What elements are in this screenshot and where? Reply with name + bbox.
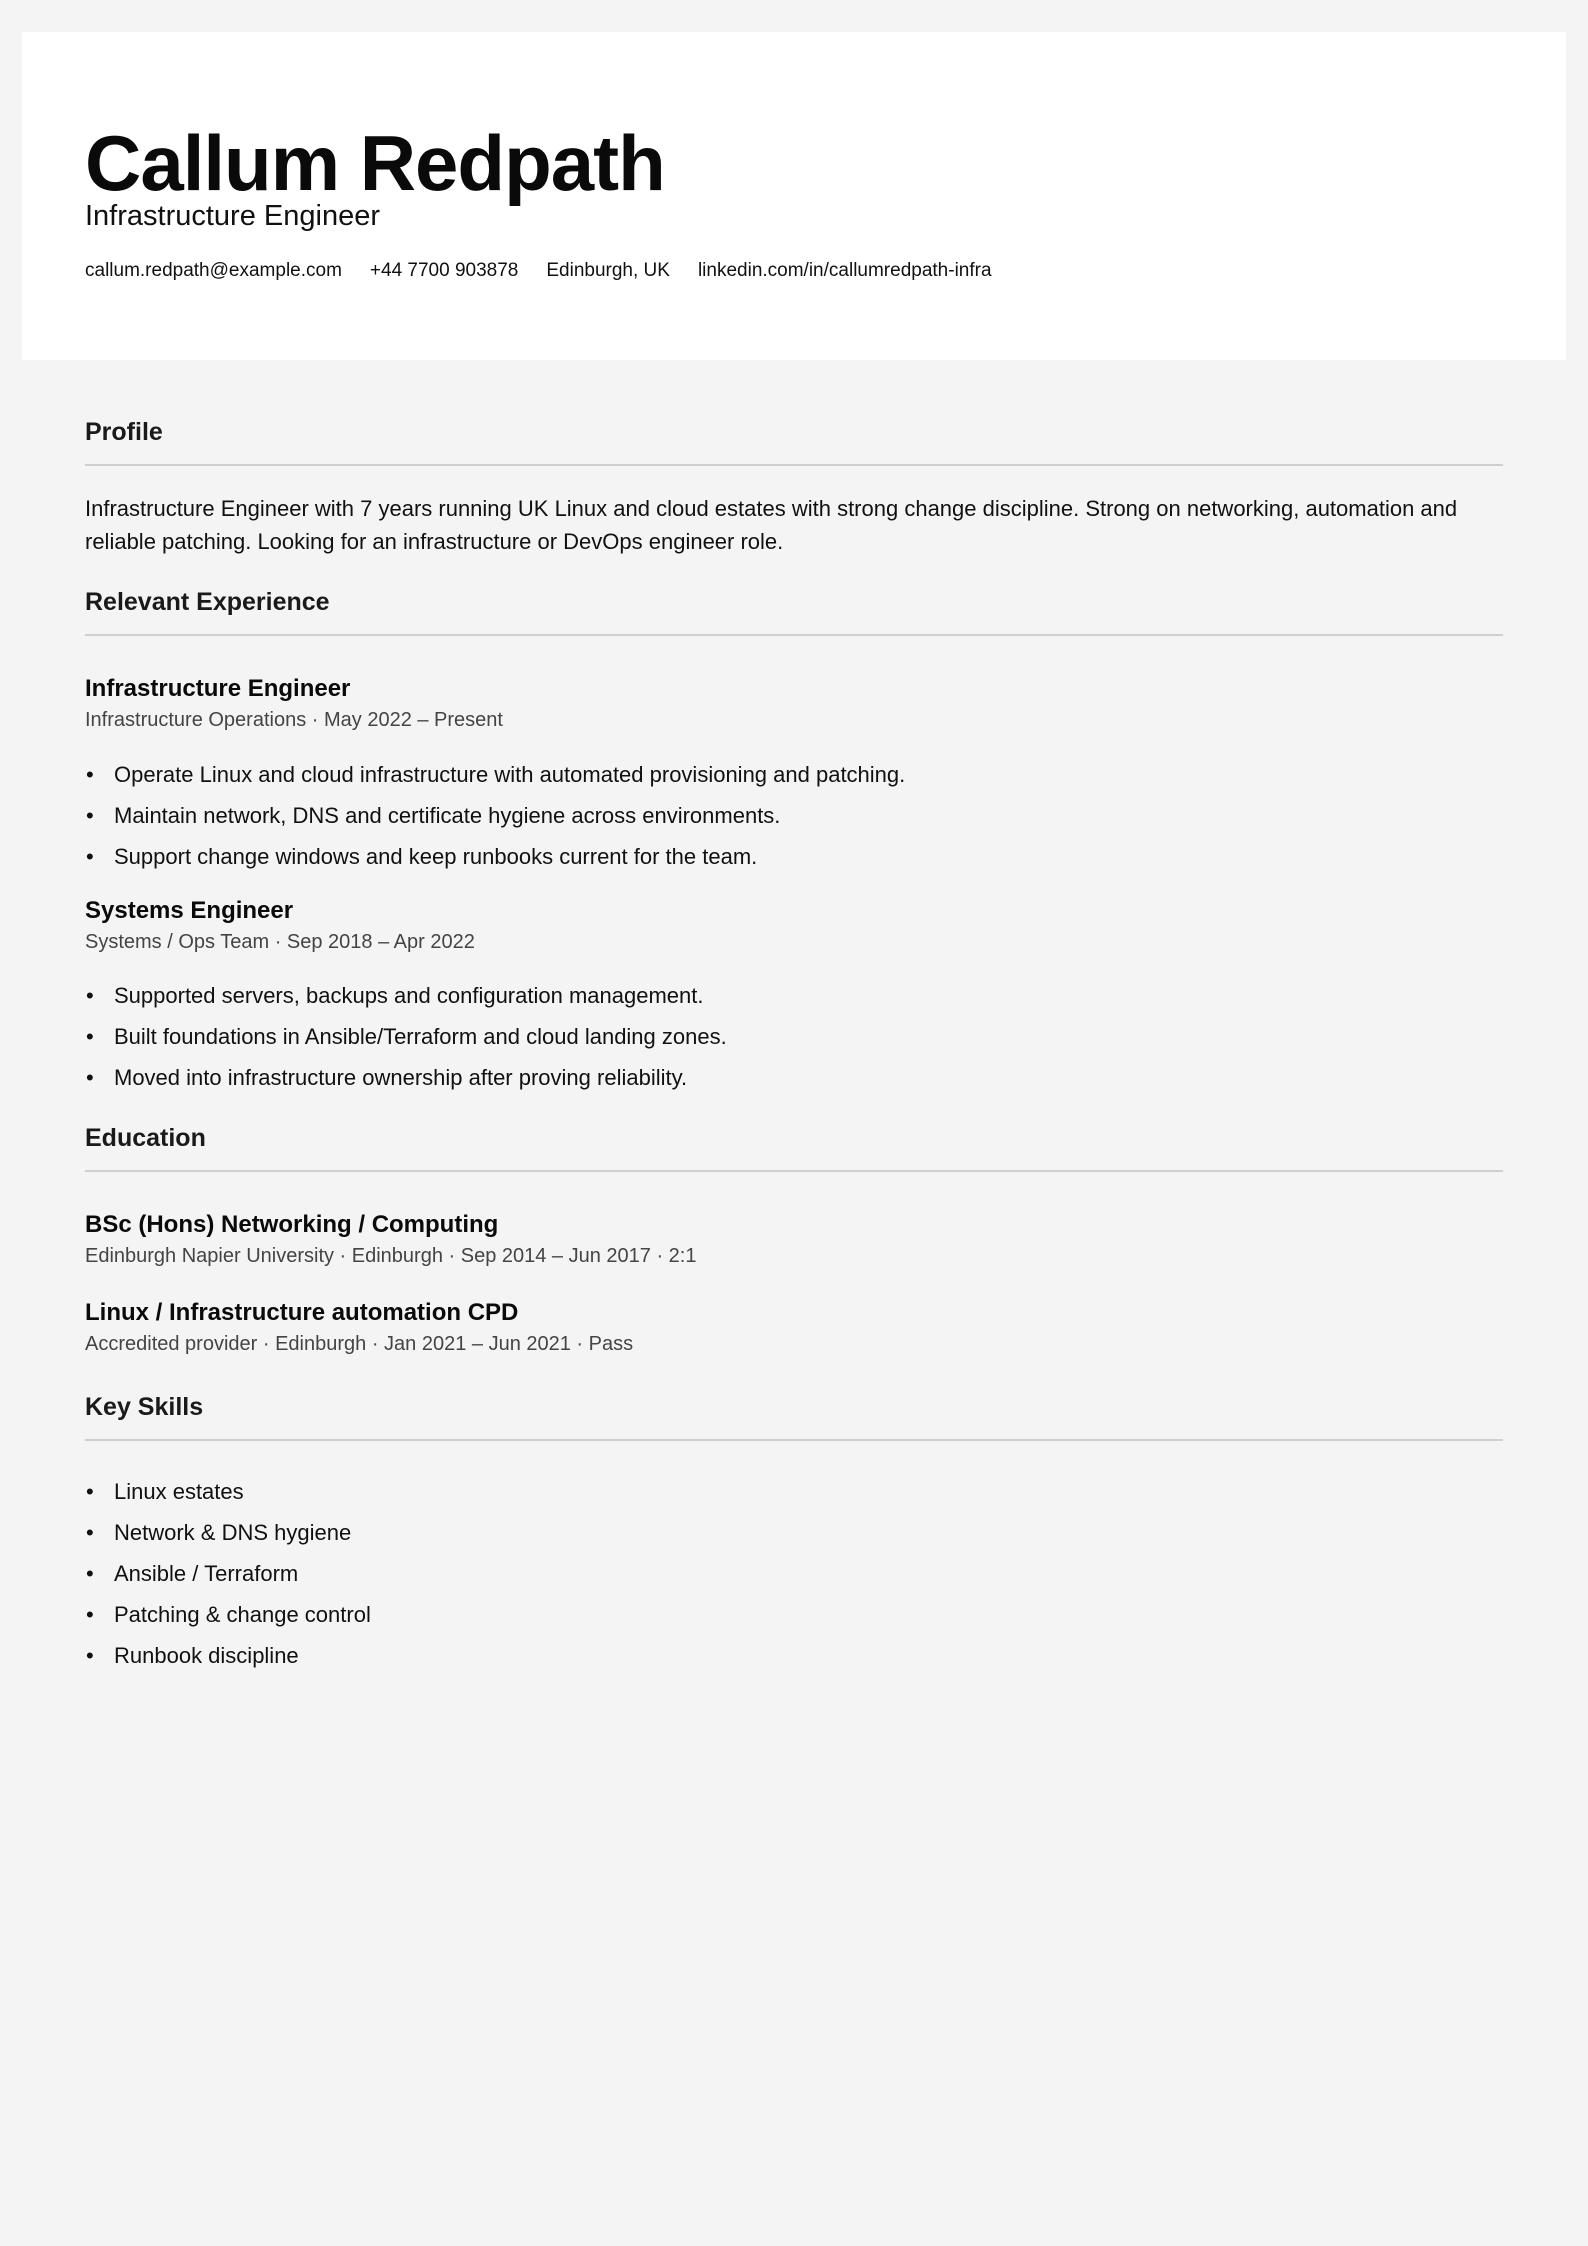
resume-header bbox=[22, 32, 1566, 360]
job-title: Systems Engineer bbox=[85, 897, 294, 924]
bullet-marker: • bbox=[86, 1479, 94, 1504]
contact-location: Edinburgh, UK bbox=[546, 260, 670, 281]
education-title: Linux / Infrastructure automation CPD bbox=[85, 1299, 519, 1326]
bullet-marker: • bbox=[86, 1643, 94, 1668]
job-meta: Systems / Ops Team · Sep 2018 – Apr 2022 bbox=[85, 931, 475, 953]
list-item: • Built foundations in Ansible/Terraform and cloud landing zones. bbox=[85, 1016, 727, 1057]
contact-email[interactable]: callum.redpath@example.com bbox=[85, 260, 342, 281]
education-meta: Edinburgh Napier University · Edinburgh · Sep 2014 – Jun 2017 · 2:1 bbox=[85, 1245, 697, 1267]
contact-phone[interactable]: +44 7700 903878 bbox=[369, 260, 519, 281]
list-item: • Ansible / Terraform bbox=[85, 1553, 371, 1594]
section-heading-education: Education bbox=[85, 1124, 206, 1152]
bullet-marker: • bbox=[86, 1024, 94, 1049]
job-bullets bbox=[85, 754, 905, 877]
bullet-marker: • bbox=[86, 803, 94, 828]
skills-list bbox=[85, 1471, 371, 1676]
education-title: BSc (Hons) Networking / Computing bbox=[85, 1211, 499, 1238]
bullet-marker: • bbox=[86, 1602, 94, 1627]
section-divider bbox=[85, 1439, 1503, 1441]
bullet-marker: • bbox=[86, 762, 94, 787]
section-heading-experience: Relevant Experience bbox=[85, 588, 330, 616]
contact-line bbox=[85, 260, 992, 282]
list-item: • Patching & change control bbox=[85, 1594, 371, 1635]
section-heading-skills: Key Skills bbox=[85, 1393, 204, 1421]
list-item: • Moved into infrastructure ownership after proving reliability. bbox=[85, 1057, 727, 1098]
education-meta: Accredited provider · Edinburgh · Jan 2021 – Jun 2021 · Pass bbox=[85, 1333, 634, 1355]
list-item: • Network & DNS hygiene bbox=[85, 1512, 371, 1553]
bullet-marker: • bbox=[86, 983, 94, 1008]
list-item: • Maintain network, DNS and certificate hygiene across environments. bbox=[85, 795, 905, 836]
job-title: Infrastructure Engineer bbox=[85, 675, 351, 702]
job-meta: Infrastructure Operations · May 2022 – Present bbox=[85, 709, 503, 731]
section-divider bbox=[85, 464, 1503, 466]
candidate-name: Callum Redpath bbox=[85, 119, 665, 207]
contact-linkedin[interactable]: linkedin.com/in/callumredpath-infra bbox=[697, 260, 992, 281]
section-heading-profile: Profile bbox=[85, 418, 163, 446]
bullet-marker: • bbox=[86, 1065, 94, 1090]
section-divider bbox=[85, 634, 1503, 636]
profile-summary: Infrastructure Engineer with 7 years running UK Linux and cloud estates with strong change discipline. Strong on networking, automation and reliable patching. Looking for an infrastructure or DevOps engineer role. bbox=[85, 496, 1458, 554]
bullet-marker: • bbox=[86, 844, 94, 869]
list-item: • Support change windows and keep runbooks current for the team. bbox=[85, 836, 905, 877]
bullet-marker: • bbox=[86, 1561, 94, 1586]
bullet-marker: • bbox=[86, 1520, 94, 1545]
list-item: • Supported servers, backups and configuration management. bbox=[85, 975, 727, 1016]
candidate-role: Infrastructure Engineer bbox=[85, 200, 380, 232]
list-item: • Runbook discipline bbox=[85, 1635, 371, 1676]
list-item: • Operate Linux and cloud infrastructure with automated provisioning and patching. bbox=[85, 754, 905, 795]
job-bullets bbox=[85, 975, 727, 1098]
list-item: • Linux estates bbox=[85, 1471, 371, 1512]
section-divider bbox=[85, 1170, 1503, 1172]
